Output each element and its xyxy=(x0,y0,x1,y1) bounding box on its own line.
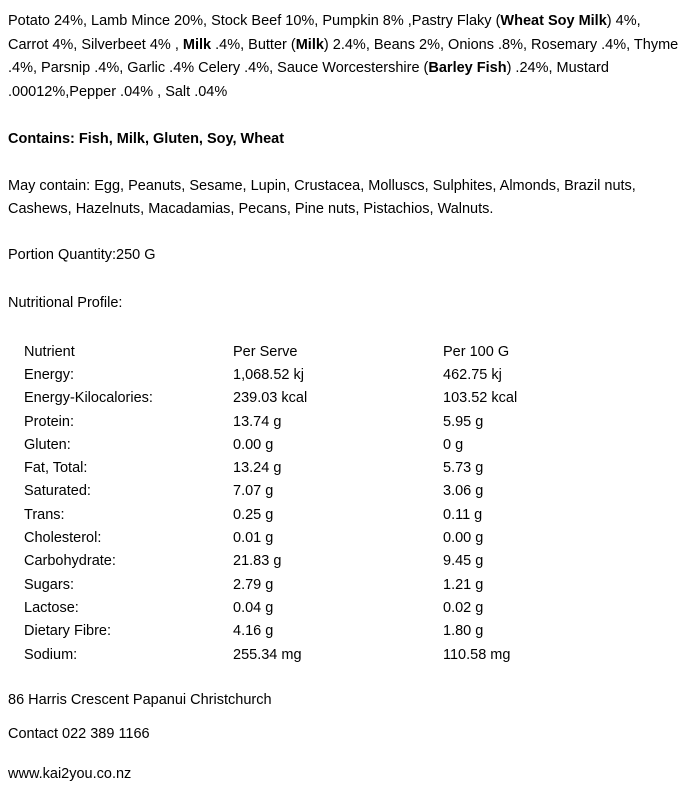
nutrition-rows xyxy=(24,363,643,666)
nutrient-name: Protein: xyxy=(24,413,74,430)
address: 86 Harris Crescent Papanui Christchurch xyxy=(8,692,272,709)
nutrient-name: Dietary Fibre: xyxy=(24,623,112,640)
nutrient-name: Cholesterol: xyxy=(24,530,102,547)
nutrient-name: Carbohydrate: xyxy=(24,553,116,570)
per-100g-value: 0.02 g xyxy=(443,599,484,616)
nutrition-row xyxy=(24,410,643,433)
per-serve-value: 255.34 mg xyxy=(233,646,302,663)
per-serve-value: 2.79 g xyxy=(233,576,274,593)
per-serve-value: 0.00 g xyxy=(233,436,274,453)
nutrition-row xyxy=(24,620,643,643)
nutritional-profile-label: Nutritional Profile: xyxy=(8,295,123,311)
header-per-100g: Per 100 G xyxy=(443,343,510,360)
nutrition-table xyxy=(24,340,643,666)
ingredients-text xyxy=(8,10,680,104)
nutrient-name: Gluten: xyxy=(24,436,71,453)
allergen-highlight: Wheat Soy Milk xyxy=(500,13,607,29)
nutrient-name: Saturated: xyxy=(24,483,91,500)
nutrition-row xyxy=(24,363,643,386)
header-per-serve: Per Serve xyxy=(233,343,298,360)
per-100g-value: 103.52 kcal xyxy=(443,390,518,407)
ingredients-part: ) 4%, Carrot 4%, Silverbeet 4% , xyxy=(8,13,641,53)
nutrition-row xyxy=(24,573,643,596)
nutrition-row xyxy=(24,480,643,503)
contains-allergens: Contains: Fish, Milk, Gluten, Soy, Wheat xyxy=(8,131,285,147)
nutrient-name: Energy: xyxy=(24,366,74,383)
ingredients-part: Potato 24%, Lamb Mince 20%, Stock Beef 10%, Pumpkin 8% ,Pastry Flaky ( xyxy=(8,13,501,29)
per-100g-value: 5.95 g xyxy=(443,413,484,430)
nutrition-row xyxy=(24,526,643,549)
per-100g-value: 1.21 g xyxy=(443,576,484,593)
allergen-highlight: Milk xyxy=(182,36,212,53)
per-serve-value: 239.03 kcal xyxy=(233,390,308,407)
nutrition-row xyxy=(24,503,643,526)
ingredients-part: ) 2.4%, Beans 2%, Onions .8%, Rosemary .4%, Thyme .4%, Parsnip .4%, Garlic .4% Celery .4%, Sauce Worcestershire ( xyxy=(8,36,679,76)
per-100g-value: 5.73 g xyxy=(443,460,484,477)
per-100g-value: 462.75 kj xyxy=(443,366,502,383)
nutrient-name: Trans: xyxy=(24,506,65,523)
header-nutrient: Nutrient xyxy=(24,343,75,360)
nutrition-row xyxy=(24,387,643,410)
per-serve-value: 7.07 g xyxy=(233,483,274,500)
per-serve-value: 0.25 g xyxy=(233,506,274,523)
per-serve-value: 0.01 g xyxy=(233,530,274,547)
per-100g-value: 9.45 g xyxy=(443,553,484,570)
nutrient-name: Lactose: xyxy=(24,599,79,616)
contact-phone: Contact 022 389 1166 xyxy=(8,726,150,743)
per-serve-value: 13.24 g xyxy=(233,460,282,477)
nutrient-name: Fat, Total: xyxy=(24,460,88,477)
allergen-highlight: Milk xyxy=(295,36,324,53)
per-serve-value: 0.04 g xyxy=(233,599,274,616)
portion-quantity: Portion Quantity:250 G xyxy=(8,247,156,263)
nutrient-name: Energy-Kilocalories: xyxy=(24,390,153,407)
may-contain-allergens: May contain: Egg, Peanuts, Sesame, Lupin, Crustacea, Molluscs, Sulphites, Almonds, Brazil nuts, Cashews, Hazelnuts, Macadamias, Pecans, Pine nuts, Pistachios, Walnuts. xyxy=(8,178,636,217)
per-serve-value: 4.16 g xyxy=(233,623,274,640)
per-100g-value: 0.11 g xyxy=(443,506,483,523)
per-100g-value: 3.06 g xyxy=(443,483,484,500)
per-100g-value: 0.00 g xyxy=(443,530,484,547)
nutrition-row xyxy=(24,550,643,573)
ingredients-part: ) .24%, Mustard .00012%,Pepper .04% , Salt .04% xyxy=(8,60,609,100)
nutrition-row xyxy=(24,433,643,456)
per-serve-value: 1,068.52 kj xyxy=(233,366,304,383)
nutrition-row xyxy=(24,643,643,666)
per-100g-value: 1.80 g xyxy=(443,623,484,640)
nutrition-row xyxy=(24,456,643,479)
per-100g-value: 0 g xyxy=(443,436,464,453)
website: www.kai2you.co.nz xyxy=(8,766,132,783)
per-100g-value: 110.58 mg xyxy=(443,646,511,663)
nutrition-row xyxy=(24,596,643,619)
nutrient-name: Sugars: xyxy=(24,576,74,593)
nutrient-name: Sodium: xyxy=(24,646,78,663)
nutrition-header-row xyxy=(24,340,643,363)
per-serve-value: 21.83 g xyxy=(233,553,282,570)
ingredients-part: .4%, Butter ( xyxy=(211,36,296,53)
allergen-highlight: Barley Fish xyxy=(428,60,507,76)
per-serve-value: 13.74 g xyxy=(233,413,282,430)
